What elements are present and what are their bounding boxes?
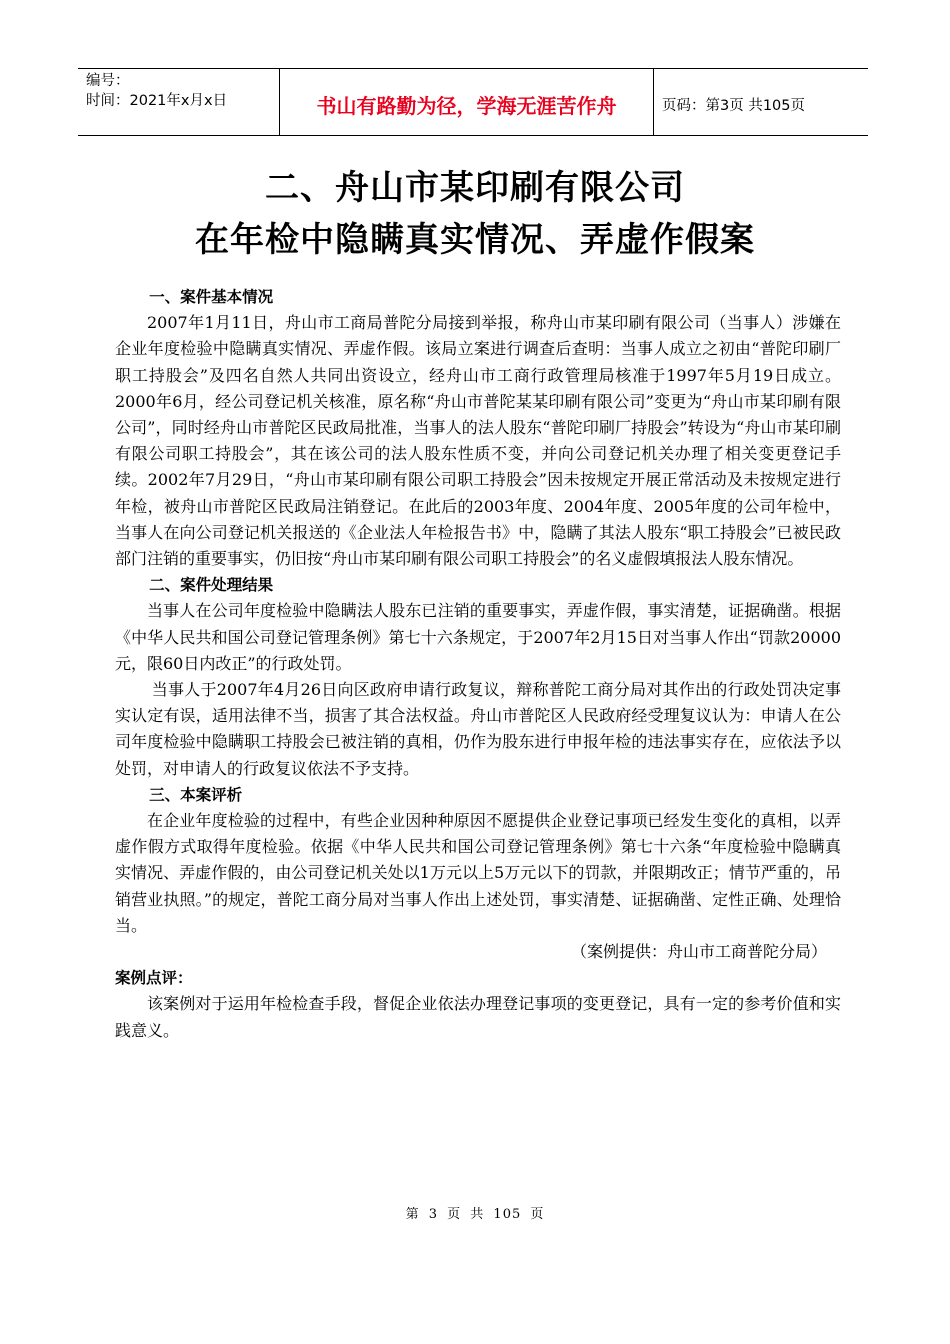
document-body	[115, 284, 841, 1044]
header-meta-cell	[78, 69, 280, 135]
page-footer: 第 3 页 共 105 页	[405, 1207, 545, 1222]
header-motto: 书山有路勤为径，学海无涯苦作舟	[280, 69, 654, 135]
document-number-label: 编号：	[86, 73, 130, 89]
document-title-line-2: 在年检中隐瞒真实情况、弄虚作假案	[195, 220, 755, 260]
section-heading-result: 二、案件处理结果	[149, 576, 274, 595]
section-paragraph-result-2: 当事人于2007年4月26日向区政府申请行政复议，辩称普陀工商分局对其作出的行政处罚决定事实认定有误，适用法律不当，损害了其合法权益。舟山市普陀区人民政府经受理复议认为：申请人在公司年度检验中隐瞒职工持股会已被注销的真相，仍作为股东进行申报年检的违法事实存在，应依法予以处罚，对申请人的行政复议依法不予支持。	[115, 680, 841, 778]
document-title-line-1: 二、舟山市某印刷有限公司	[265, 168, 685, 208]
document-header	[78, 68, 868, 136]
comment-heading: 案例点评：	[115, 969, 193, 988]
section-heading-analysis: 三、本案评析	[149, 785, 243, 804]
comment-paragraph: 该案例对于运用年检检查手段，督促企业依法办理登记事项的变更登记，具有一定的参考价值和实践意义。	[115, 994, 841, 1040]
section-paragraph-result-1: 当事人在公司年度检验中隐瞒法人股东已注销的重要事实，弄虚作假，事实清楚，证据确凿。根据《中华人民共和国公司登记管理条例》第七十六条规定，于2007年2月15日对当事人作出“罚款20000元，限60日内改正”的行政处罚。	[115, 601, 841, 673]
section-paragraph-basic-facts: 2007年1月11日，舟山市工商局普陀分局接到举报，称舟山市某印刷有限公司（当事人）涉嫌在企业年度检验中隐瞒真实情况、弄虚作假。该局立案进行调查后查明：当事人成立之初由“普陀印刷厂职工持股会”及四名自然人共同出资设立，经舟山市工商行政管理局核准于1997年5月19日成立。2000年6月，经公司登记机关核准，原名称“舟山市普陀某某印刷有限公司”变更为“舟山市某印刷有限公司”，同时经舟山市普陀区民政局批准，当事人的法人股东“普陀印刷厂持股会”转设为“舟山市某印刷有限公司职工持股会”，其在该公司的法人股东性质不变，并向公司登记机关办理了相关变更登记手续。2002年7月29日，“舟山市某印刷有限公司职工持股会”因未按规定开展正常活动及未按规定进行年检，被舟山市普陀区民政局注销登记。在此后的2003年度、2004年度、2005年度的公司年检中，当事人在向公司登记机关报送的《企业法人年检报告书》中，隐瞒了其法人股东“职工持股会”已被民政部门注销的重要事实，仍旧按“舟山市某印刷有限公司职工持股会”的名义虚假填报法人股东情况。	[115, 313, 841, 569]
header-page-number: 页码：第3页 共105页	[662, 97, 806, 114]
document-date-label: 时间：2021年x月x日	[86, 93, 228, 109]
case-source: （案例提供：舟山市工商普陀分局）	[570, 942, 827, 962]
section-heading-basic-facts: 一、案件基本情况	[149, 288, 274, 306]
section-paragraph-analysis: 在企业年度检验的过程中，有些企业因种种原因不愿提供企业登记事项已经发生变化的真相，以弄虚作假方式取得年度检验。依据《中华人民共和国公司登记管理条例》第七十六条“年度检验中隐瞒真实情况、弄虚作假的，由公司登记机关处以1万元以上5万元以下的罚款，并限期改正；情节严重的，吊销营业执照。”的规定，普陀工商分局对当事人作出上述处罚，事实清楚、证据确凿、定性正确、处理恰当。	[115, 811, 841, 935]
